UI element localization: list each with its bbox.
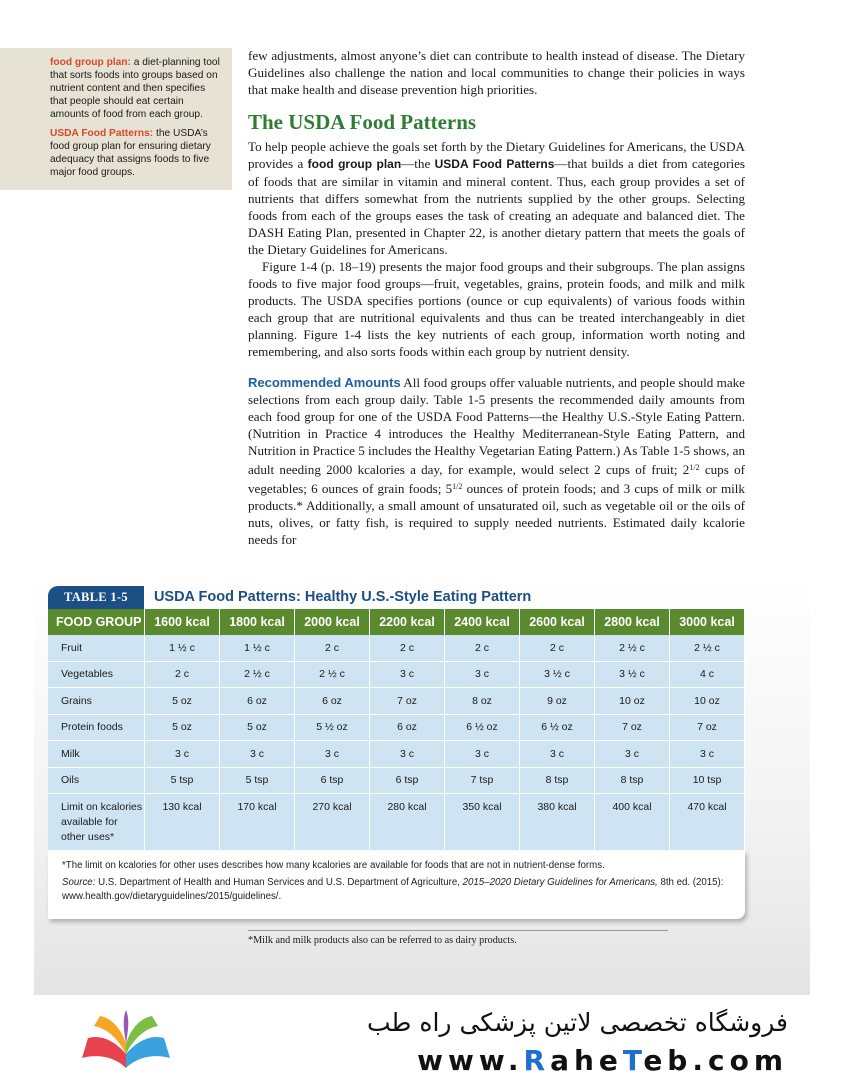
table-cell: 400 kcal [595, 794, 670, 851]
table-row [48, 714, 745, 741]
table-row [48, 661, 745, 688]
text-run: T [622, 1044, 644, 1077]
table-cell: 6 oz [370, 714, 445, 741]
table-note: *The limit on kcalories for other uses describes how many kcalories are available for foods that are not in nutrient-dense forms. [62, 860, 605, 871]
table-cell: 8 tsp [520, 767, 595, 794]
table-cell: 470 kcal [670, 794, 745, 851]
table-cell: 5 tsp [220, 767, 295, 794]
table-cell: 280 kcal [370, 794, 445, 851]
column-header: 1800 kcal [220, 609, 295, 635]
book-logo-icon [78, 1008, 174, 1074]
table-cell: 6 tsp [295, 767, 370, 794]
main-text [248, 47, 745, 548]
watermark-url [417, 1044, 788, 1077]
table-cell: 7 oz [595, 714, 670, 741]
table-cell: 3 c [595, 741, 670, 768]
table-cell: 2 ½ c [670, 635, 745, 661]
table-row [48, 741, 745, 768]
column-header: 1600 kcal [145, 609, 220, 635]
table-cell: 7 oz [670, 714, 745, 741]
paragraph-1 [248, 138, 745, 258]
table-cell: 10 oz [595, 688, 670, 715]
table-cell: 3 c [145, 741, 220, 768]
text-run: 8th ed. (2015): www.health.gov/dietaryguidelines/2015/guidelines/. [62, 877, 724, 902]
column-header: 2600 kcal [520, 609, 595, 635]
table-cell: 3 c [295, 741, 370, 768]
text-run: R [523, 1044, 551, 1077]
row-label: Oils [48, 767, 145, 794]
table-cell: 3 ½ c [520, 661, 595, 688]
column-header: 3000 kcal [670, 609, 745, 635]
table-cell: 2 ½ c [595, 635, 670, 661]
source-label: Source: [62, 877, 96, 888]
table-cell: 1 ½ c [145, 635, 220, 661]
table-row [48, 635, 745, 661]
fraction: 1/2 [689, 463, 700, 472]
paragraph-2: Figure 1-4 (p. 18–19) presents the major food groups and their subgroups. The plan assigns foods to five major food groups—fruit, vegetables, grains, protein foods, and milk and milk products. The USDA specifies portions (ounce or cup equivalents) of various foods within each group that are nutritional equivalents and thus can be treated interchangeably in diet planning. Figure 1-4 lists the key nutrients of each group, information worth noting and remembering, and also sorts foods within each group by nutrient density. [248, 259, 745, 359]
table-cell: 3 c [445, 661, 520, 688]
table-caption [48, 585, 745, 609]
table-title: USDA Food Patterns: Healthy U.S.-Style Eating Pattern [153, 589, 532, 605]
row-label: Limit on kcalories available for other uses* [48, 794, 145, 851]
food-pattern-table [48, 609, 745, 851]
glossary-sidebar [0, 48, 232, 190]
glossary-entry [50, 127, 220, 179]
table-cell: 3 c [670, 741, 745, 768]
subheading-recommended-amounts: Recommended Amounts [248, 375, 401, 390]
table-number: TABLE 1-5 [48, 586, 144, 609]
table-cell: 1 ½ c [220, 635, 295, 661]
keyword-food-group-plan: food group plan [307, 157, 402, 171]
row-label: Vegetables [48, 661, 145, 688]
table-cell: 6 oz [295, 688, 370, 715]
table-source [62, 876, 735, 904]
table-cell: 350 kcal [445, 794, 520, 851]
table-cell: 5 tsp [145, 767, 220, 794]
table-cell: 6 ½ oz [445, 714, 520, 741]
table-cell: 5 ½ oz [295, 714, 370, 741]
column-header: FOOD GROUP [48, 609, 145, 635]
table-cell: 2 c [295, 635, 370, 661]
table-row [48, 688, 745, 715]
row-label: Fruit [48, 635, 145, 661]
text-run: U.S. Department of Health and Human Services and U.S. Department of Agriculture, [95, 877, 463, 888]
table-cell: 270 kcal [295, 794, 370, 851]
text-run: All food groups offer valuable nutrients, and people should make selections from each group daily. Table 1-5 presents the recommended daily amounts from each food group for one of the USDA Food Patterns—the Healthy U.S.-Style Eating Pattern. (Nutrition in Practice 4 introduces the Healthy Mediterranean-Style Eating Pattern, and Nutrition in Practice 5 includes the Healthy Vegetarian Eating Pattern.) As Table 1-5 shows, an adult needing 2000 kcalories a day, for example, would select 2 cups of fruit; 2 [248, 375, 745, 477]
table-cell: 3 c [220, 741, 295, 768]
table-notes [48, 851, 745, 919]
table-cell: 10 tsp [670, 767, 745, 794]
column-header: 2000 kcal [295, 609, 370, 635]
text-run: www. [417, 1044, 524, 1077]
source-title: 2015–2020 Dietary Guidelines for Americans, [462, 877, 658, 888]
table-cell: 5 oz [145, 688, 220, 715]
column-header: 2200 kcal [370, 609, 445, 635]
table-header-row [48, 609, 745, 635]
table-cell: 170 kcal [220, 794, 295, 851]
watermark-store-name: فروشگاه تخصصی لاتین پزشکی راه طب [366, 1008, 788, 1037]
table-cell: 2 ½ c [220, 661, 295, 688]
glossary-definition: the USDA’s food group plan for ensuring dietary adequacy that assigns foods to five major food groups. [50, 128, 211, 178]
table-cell: 2 ½ c [295, 661, 370, 688]
table-cell: 5 oz [220, 714, 295, 741]
table-cell: 7 oz [370, 688, 445, 715]
text-run: —the [401, 156, 435, 171]
row-label: Protein foods [48, 714, 145, 741]
table-row [48, 767, 745, 794]
table-cell: 6 ½ oz [520, 714, 595, 741]
text-run: cups of vegetables; 6 ounces of grain foods; 5 [248, 462, 745, 496]
row-label: Grains [48, 688, 145, 715]
text-run: —that builds a diet from categories of foods that are similar in vitamin and mineral content. Thus, each group provides a set of nutrients that differs somewhat from the nutrients supplied by the other groups. Selecting foods from each of the groups eases the task of creating an adequate and balanced diet. The DASH Eating Plan, presented in Chapter 22, is another dietary pattern that meets the goals of the Dietary Guidelines for Americans. [248, 156, 745, 257]
text-run: ahe [550, 1044, 623, 1077]
glossary-term: USDA Food Patterns: [50, 128, 154, 139]
table-cell: 6 tsp [370, 767, 445, 794]
table-cell: 2 c [370, 635, 445, 661]
intro-paragraph: few adjustments, almost anyone’s diet can contribute to health instead of disease. The Dietary Guidelines also challenge the nation and local communities to change their policies in ways that make health and disease prevention high priorities. [248, 48, 745, 97]
table-cell: 380 kcal [520, 794, 595, 851]
table-cell: 2 c [445, 635, 520, 661]
table-cell: 3 c [370, 661, 445, 688]
glossary-term: food group plan: [50, 57, 131, 68]
text-run: ounces of protein foods; and 3 cups of milk or milk products.* Additionally, a small amount of unsaturated oil, such as vegetable oil or the oils of nuts, olives, or fatty fish, is required to supply needed nutrients. Estimated daily kcalorie needs for [248, 481, 745, 547]
table-cell: 8 oz [445, 688, 520, 715]
page-footnote: *Milk and milk products also can be referred to as dairy products. [248, 930, 668, 946]
table-cell: 4 c [670, 661, 745, 688]
fraction: 1/2 [452, 482, 463, 491]
column-header: 2800 kcal [595, 609, 670, 635]
table-cell: 7 tsp [445, 767, 520, 794]
section-heading: The USDA Food Patterns [248, 110, 477, 134]
column-header: 2400 kcal [445, 609, 520, 635]
table-cell: 3 c [520, 741, 595, 768]
table-cell: 5 oz [145, 714, 220, 741]
table-1-5 [48, 585, 745, 919]
table-cell: 3 ½ c [595, 661, 670, 688]
table-cell: 10 oz [670, 688, 745, 715]
table-cell: 2 c [145, 661, 220, 688]
table-cell: 3 c [370, 741, 445, 768]
table-cell: 9 oz [520, 688, 595, 715]
glossary-definition: a diet-planning tool that sorts foods into groups based on nutrient content and then specifies that people should eat certain amounts of food from each group. [50, 57, 220, 120]
keyword-usda-food-patterns: USDA Food Patterns [434, 157, 555, 171]
table-cell: 3 c [445, 741, 520, 768]
table-cell: 8 tsp [595, 767, 670, 794]
table-row [48, 794, 745, 851]
glossary-entry [50, 56, 220, 121]
table-cell: 2 c [520, 635, 595, 661]
table-cell: 6 oz [220, 688, 295, 715]
text-run: To help people achieve the goals set forth by the Dietary Guidelines for Americans, the USDA provides a [248, 139, 745, 171]
table-cell: 130 kcal [145, 794, 220, 851]
row-label: Milk [48, 741, 145, 768]
paragraph-3 [248, 374, 745, 548]
text-run: eb.com [643, 1044, 788, 1077]
